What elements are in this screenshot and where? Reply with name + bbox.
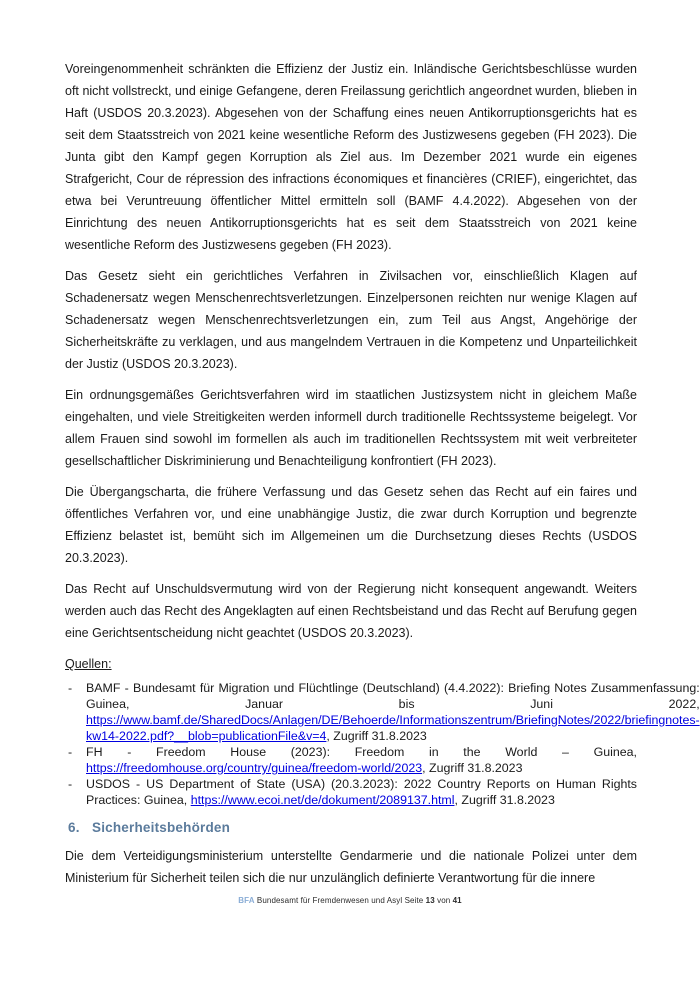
- section-number: 6.: [68, 820, 80, 835]
- source-item-freedom-house: [65, 744, 637, 776]
- section-title: Sicherheitsbehörden: [92, 820, 231, 835]
- paragraph-justice-efficiency: Voreingenommenheit schränkten die Effizienz der Justiz ein. Inländische Gerichtsbeschlüsse wurden oft nicht vollstreckt, und einige Gefangene, deren Freilassung gerichtlich angeordnet wurden, blieben in Haft (USDOS 20.3.2023). Abgesehen von der Schaffung eines neuen Antikorruptionsgerichts hat es seit dem Staatsstreich von 2021 keine wesentliche Reform des Justizwesens gegeben (FH 2023). Die Junta gibt den Kampf gegen Korruption als Ziel aus. Im Dezember 2021 wurde ein eigenes Strafgericht, Cour de répression des infractions économiques et financières (CRIEF), eingerichtet, das etwa bei Veruntreuung öffentlicher Mittel ermitteln soll (BAMF 4.4.2022). Abgesehen von der Einrichtung des neuen Antikorruptionsgerichts hat es seit dem Staatsstreich von 2021 keine wesentliche Reform des Justizwesens gegeben (FH 2023).: [65, 62, 637, 252]
- bullet-dash: -: [68, 777, 73, 791]
- source-item-usdos: [65, 776, 637, 808]
- source-item-bamf: [65, 680, 700, 744]
- source-item-text: [86, 744, 637, 776]
- paragraph-security-authorities: Die dem Verteidigungsministerium unterstellte Gendarmerie und die nationale Polizei unter dem Ministerium für Sicherheit teilen sich die nur unzulänglich definierte Verantwortung für die innere: [65, 849, 637, 885]
- paragraph-civil-procedure: Das Gesetz sieht ein gerichtliches Verfahren in Zivilsachen vor, einschließlich Klagen auf Schadenersatz wegen Menschenrechtsverletzungen. Einzelpersonen reichten nur wenige Klagen auf Schadenersatz wegen Menschenrechtsverletzungen ein, zum Teil aus Angst, Angehörige der Sicherheitskräfte zu verklagen, und aus mangelndem Vertrauen in die Kompetenz und Unparteilichkeit der Justiz (USDOS 20.3.2023).: [65, 269, 637, 371]
- source-citation-text: BAMF - Bundesamt für Migration und Flüchtlinge (Deutschland) (4.4.2022): Briefing Notes Zusammenfassung: Guinea, Januar bis Juni 2022,: [86, 681, 700, 711]
- bullet-dash: -: [68, 745, 73, 759]
- bullet-dash: -: [68, 681, 73, 695]
- sources-list: [65, 680, 700, 808]
- footer-page-label: Seite: [404, 896, 424, 905]
- source-citation-text: USDOS - US Department of State (USA) (20.3.2023): 2022 Country Reports on Human Rights Practices: Guinea,: [86, 777, 637, 807]
- source-access-date: , Zugriff 31.8.2023: [454, 793, 555, 807]
- source-link-usdos[interactable]: https://www.ecoi.net/de/dokument/2089137.html: [190, 793, 455, 807]
- source-item-text: [86, 680, 700, 744]
- bfa-logo-text: BFA: [238, 896, 255, 905]
- sources-label: Quellen:: [65, 657, 112, 671]
- footer-page-number: 13: [425, 896, 435, 905]
- source-access-date: , Zugriff 31.8.2023: [422, 761, 523, 775]
- source-link-freedom-house[interactable]: https://freedomhouse.org/country/guinea/freedom-world/2023: [86, 761, 423, 775]
- footer-total-pages: 41: [452, 896, 462, 905]
- source-access-date: , Zugriff 31.8.2023: [326, 729, 427, 743]
- page-footer: [0, 896, 700, 905]
- source-item-text: [86, 776, 637, 808]
- paragraph-fair-trial: Die Übergangscharta, die frühere Verfassung und das Gesetz sehen das Recht auf ein faires und öffentliches Verfahren vor, und eine unabhängige Justiz, die zwar durch Korruption und begrenzte Effizienz belastet ist, bemüht sich im Allgemeinen um die Durchsetzung dieses Rechts (USDOS 20.3.2023).: [65, 485, 637, 565]
- source-citation-text: FH - Freedom House (2023): Freedom in the World – Guinea,: [86, 745, 637, 759]
- footer-of-label: von: [437, 896, 451, 905]
- paragraph-presumption-of-innocence: Das Recht auf Unschuldsvermutung wird von der Regierung nicht konsequent angewandt. Weiters werden auch das Recht des Angeklagten auf einen Rechtsbeistand und das Recht auf Berufung gegen eine Gerichtsentscheidung nicht geachtet (USDOS 20.3.2023).: [65, 582, 637, 640]
- section-heading-sicherheitsbehoerden: [68, 820, 637, 835]
- source-link-bamf[interactable]: https://www.bamf.de/SharedDocs/Anlagen/DE/Behoerde/Informationszentrum/BriefingNotes/2022/briefingnotes-kw14-2022.pdf?__blob=publicationFile&v=4: [86, 713, 700, 743]
- footer-org-name: Bundesamt für Fremdenwesen und Asyl: [256, 896, 403, 905]
- paragraph-traditional-law: Ein ordnungsgemäßes Gerichtsverfahren wird im staatlichen Justizsystem nicht in gleichem Maße eingehalten, und viele Streitigkeiten werden informell durch traditionelle Rechtssysteme beigelegt. Vor allem Frauen sind sowohl im formellen als auch im traditionellen Rechtssystem mit weit verbreiteter gesellschaftlicher Diskriminierung und Benachteiligung konfrontiert (FH 2023).: [65, 388, 637, 468]
